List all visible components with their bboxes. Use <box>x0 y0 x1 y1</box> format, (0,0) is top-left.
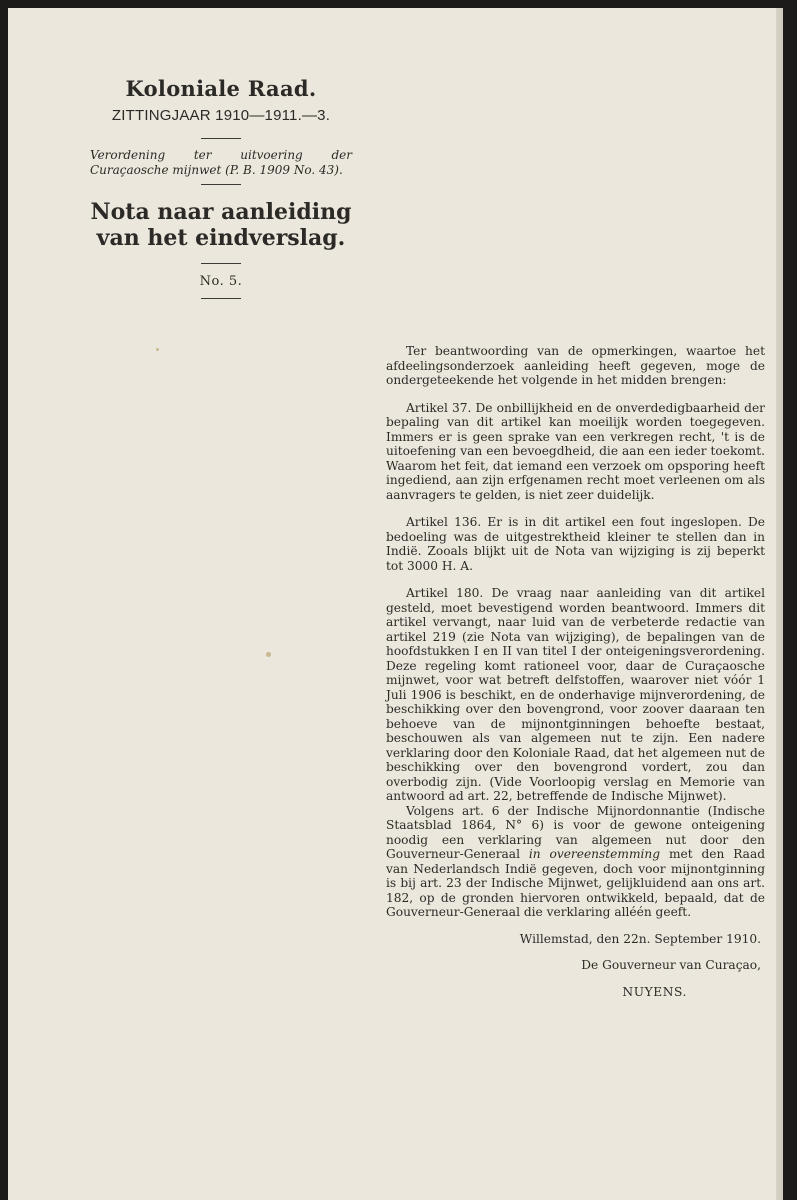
paper-spot <box>156 348 159 351</box>
paper-spot <box>266 652 271 657</box>
article-180-paragraph: Artikel 180. De vraag naar aanleiding van dit artikel gesteld, moet bevestigend worden beantwoord. Immers dit artikel vervangt, naar luid van de verbeterde redactie van artikel 219 (zie Nota van wijziging), de bepalingen van de hoofdstukken I en II van titel I der onteigeningsverordening. Deze regeling komt rationeel voor, daar de Curaçaosche mijnwet, voor wat betreft delfstoffen, waarover niet vóór 1 Juli 1906 is beschikt, en de onderhavige mijnverordening, de beschikking over den bovengrond, voor zoover daaraan ten behoeve van de mijnontginningen behoefte bestaat, beschouwen als van algemeen nut te zijn. Een nadere verklaring door den Koloniale Raad, dat het algemeen nut de beschikking over den bovengrond vordert, zou dan overbodig zijn. (Vide Voorloopig verslag en Memorie van antwoord ad art. 22, betreffende de Indische Mijnwet). <box>386 586 765 803</box>
document-header <box>90 76 352 299</box>
document-number: No. 5. <box>199 274 243 289</box>
divider <box>201 138 241 139</box>
volgens-text-a: Volgens art. 6 der Indische Mijnordonnantie (Indische Staatsblad 1864, N° 6) is voor de gewone onteigening noodig een verklaring van algemeen nut door den Gouverneur-Generaal <box>386 803 765 861</box>
article-37-paragraph: Artikel 37. De onbillijkheid en de onverdedigbaarheid der bepaling van dit artikel kan moeilijk worden toegegeven. Immers er is geen sprake van een verkregen recht, 't is de uitoefening van een bevoegdheid, die aan een ieder toekomt. Waarom het feit, dat iemand een verzoek om opsporing heeft ingediend, aan zijn erfgenamen recht moet verleenen om als aanvragers te gelden, is niet zeer duidelijk. <box>386 400 765 502</box>
volgens-paragraph <box>386 804 765 920</box>
signatory-name: NUYENS. <box>622 984 687 999</box>
place-date: Willemstad, den 22n. September 1910. <box>519 931 761 946</box>
volgens-text-b: met den Raad van Nederlandsch Indië gegeven, doch voor mijnontginning is bij art. 23 der Indische Mijnwet, gelijkluidend aan ons art. 182, op de gronden hiervoren ontwikkeld, bepaald, dat de Gouverneur-Generaal die verklaring alléén geeft. <box>386 847 766 919</box>
divider <box>201 263 241 264</box>
volgens-emphasis: in overeenstemming <box>528 847 661 861</box>
page-fold-shadow <box>776 8 783 1200</box>
document-page <box>8 8 783 1200</box>
document-body <box>386 344 765 999</box>
divider <box>201 298 241 299</box>
article-136-paragraph: Artikel 136. Er is in dit artikel een fout ingeslopen. De bedoeling was de uitgestrektheid kleiner te stellen dan in Indië. Zooals blijkt uit de Nota van wijziging is zij beperkt tot 3000 H. A. <box>386 515 765 573</box>
intro-paragraph: Ter beantwoording van de opmerkingen, waartoe het afdeelingsonderzoek aanleiding heeft gegeven, moge de ondergeteekende het volgende in het midden brengen: <box>386 344 765 387</box>
session-line: ZITTINGJAAR 1910—1911.—3. <box>111 107 331 124</box>
nota-title: Nota naar aanleiding van het eindverslag. <box>90 199 352 251</box>
signatory-role: De Gouverneur van Curaçao, <box>581 958 761 972</box>
divider <box>201 184 241 185</box>
council-title: Koloniale Raad. <box>125 76 317 101</box>
subject-line: Verordening ter uitvoering der Curaçaosche mijnwet (P. B. 1909 No. 43). <box>90 148 352 177</box>
